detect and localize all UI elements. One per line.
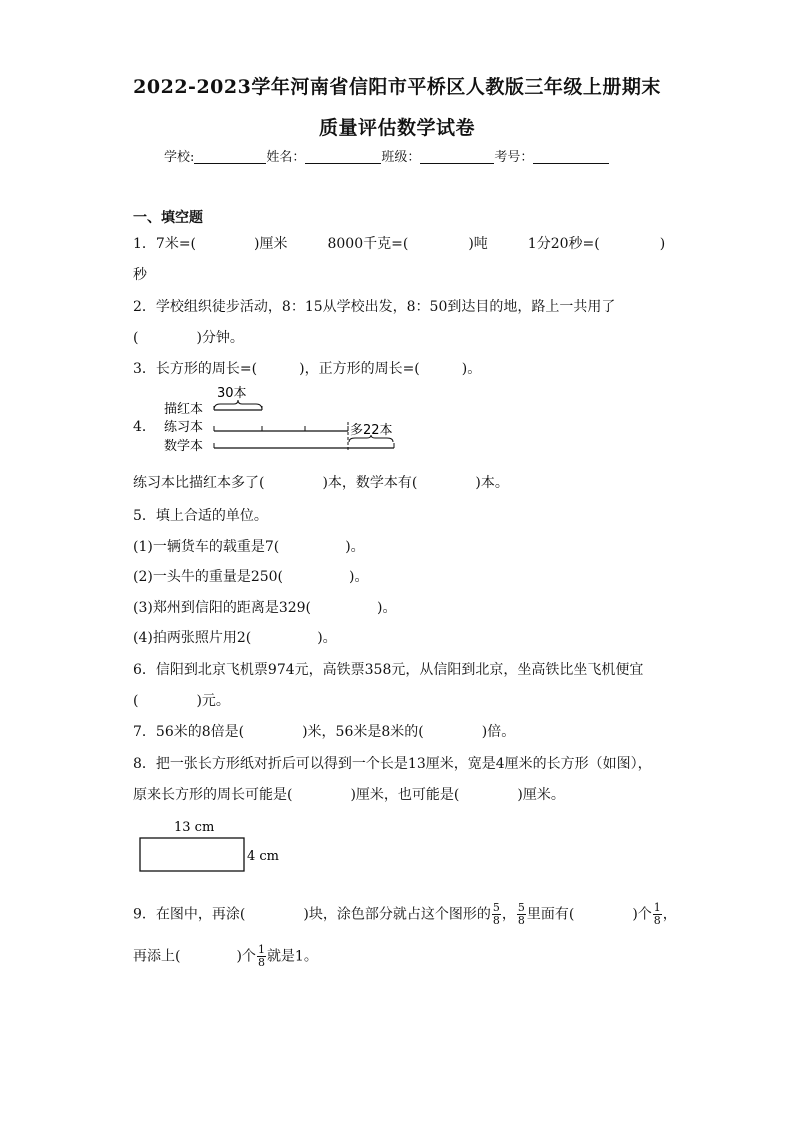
- q5-sub2-close: )。: [349, 569, 369, 585]
- q9-text-c: ，: [501, 906, 516, 923]
- q4-text-b: )本，数学本有(: [322, 475, 418, 491]
- q9-frac-den: 8: [492, 914, 500, 927]
- question-5-sub3: [133, 597, 396, 617]
- q1-text-d: )吨: [468, 236, 488, 252]
- q7-text-b: )米，56米是8米的(: [302, 724, 424, 740]
- q8-width-label: 4 cm: [247, 849, 280, 864]
- q4-label-row2: 练习本: [164, 420, 204, 435]
- student-info-line: [164, 146, 609, 165]
- question-6-line1: 6．信阳到北京飞机票974元，高铁票358元，从信阳到北京，坐高铁比坐飞机便宜: [133, 662, 644, 678]
- name-label: 姓名：: [266, 150, 306, 165]
- q4-more-label: 多22本: [350, 423, 393, 438]
- q8-text-c: )厘米。: [517, 787, 565, 803]
- q9-text-i: 就是1。: [266, 948, 318, 965]
- question-7: [133, 721, 515, 741]
- question-8-line1: 8．把一张长方形纸对折后可以得到一个长是13厘米，宽是4厘米的长方形（如图），: [133, 756, 652, 772]
- q2-open: (: [133, 330, 139, 346]
- question-3: [133, 358, 481, 378]
- q9-text-h: )个: [236, 948, 256, 965]
- q9-text-f: ，: [662, 906, 677, 923]
- q2-close: )分钟。: [196, 330, 244, 346]
- q4-segment-diagram: [160, 380, 420, 460]
- number-label: 考号：: [494, 150, 534, 165]
- q1-text-a: 1．7米=(: [133, 236, 197, 252]
- q8-rectangle: [140, 838, 244, 871]
- q5-sub4-close: )。: [317, 630, 337, 646]
- q5-sub3-close: )。: [377, 600, 397, 616]
- question-6-line2: [133, 690, 230, 710]
- question-9-line2: [133, 944, 318, 969]
- q9-fraction-five-eighths: [492, 902, 501, 927]
- q3-text-c: )。: [461, 361, 482, 377]
- q3-text-a: 3．长方形的周长=(: [133, 361, 258, 377]
- q4-label-row1: 描红本: [164, 402, 204, 417]
- q5-sub3-text: (3)郑州到信阳的距离是329(: [133, 600, 312, 616]
- q1-text-c: 8000千克=(: [327, 236, 409, 252]
- q9-text-d: 里面有(: [526, 906, 575, 923]
- question-5-sub4: [133, 627, 337, 647]
- q6-close: )元。: [196, 693, 230, 709]
- q5-sub2-text: (2)一头牛的重量是250(: [133, 569, 284, 585]
- q7-text-c: )倍。: [481, 724, 516, 740]
- q9-frac2-num: 5: [517, 901, 525, 914]
- q1-unit-wrap: 秒: [133, 267, 147, 283]
- q1-text-f: ): [659, 236, 666, 252]
- q9-frac2-den: 8: [517, 914, 525, 927]
- school-label: 学校:: [164, 150, 195, 165]
- question-5-sub1: [133, 536, 365, 556]
- school-blank[interactable]: [194, 149, 266, 164]
- question-2-line2: [133, 327, 244, 347]
- q4-text-c: )本。: [475, 475, 509, 491]
- q1-text-b: )厘米: [254, 236, 288, 252]
- question-2-line1: 2．学校组织徒步活动，8：15从学校出发，8：50到达目的地，路上一共用了: [133, 299, 616, 315]
- q5-sub1-close: )。: [345, 539, 365, 555]
- section-heading-fill-blank: 一、填空题: [133, 210, 203, 226]
- q8-rectangle-figure: [130, 815, 320, 877]
- q8-text-b: )厘米，也可能是(: [350, 787, 460, 803]
- question-4-number: 4．: [133, 419, 156, 435]
- q5-sub1-text: (1)一辆货车的载重是7(: [133, 539, 280, 555]
- name-blank[interactable]: [305, 149, 381, 164]
- q7-text-a: 7．56米的8倍是(: [133, 724, 245, 740]
- q9-fraction-five-eighths-2: [517, 902, 526, 927]
- q4-text-a: 练习本比描红本多了(: [133, 475, 265, 491]
- q9-frac4-num: 1: [257, 943, 265, 956]
- q9-text-g: 再添上(: [133, 948, 181, 965]
- q9-text-a: 9．在图中，再涂(: [133, 906, 246, 923]
- page-title-line2: 质量评估数学试卷: [318, 117, 475, 139]
- question-5-sub2: [133, 566, 368, 586]
- q9-frac3-den: 8: [653, 914, 661, 927]
- question-1: [133, 233, 665, 253]
- q1-text-e: 1分20秒=(: [527, 236, 600, 252]
- question-4-answer: [133, 472, 509, 492]
- q9-text-b: )块，涂色部分就占这个图形的: [303, 906, 491, 923]
- q9-frac3-num: 1: [653, 901, 661, 914]
- q4-label-row3: 数学本: [164, 439, 204, 454]
- q9-fraction-one-eighth-2: [257, 944, 266, 969]
- class-label: 班级：: [381, 150, 421, 165]
- question-5-head: 5．填上合适的单位。: [133, 508, 268, 524]
- question-8-line2: [133, 784, 565, 804]
- q9-frac-num: 5: [492, 901, 500, 914]
- number-blank[interactable]: [533, 149, 609, 164]
- class-blank[interactable]: [420, 149, 494, 164]
- question-9-line1: [133, 902, 677, 927]
- q4-top-brace: [214, 400, 262, 410]
- q9-frac4-den: 8: [257, 956, 265, 969]
- q8-text-a: 原来长方形的周长可能是(: [133, 787, 293, 803]
- q9-fraction-one-eighth: [653, 902, 662, 927]
- q6-open: (: [133, 693, 139, 709]
- q5-sub4-text: (4)拍两张照片用2(: [133, 630, 252, 646]
- page-title-line1: 2022-2023学年河南省信阳市平桥区人教版三年级上册期末: [133, 76, 661, 98]
- q8-length-label: 13 cm: [174, 820, 215, 835]
- q4-top-label: 30本: [217, 386, 247, 401]
- q3-text-b: )，正方形的周长=(: [299, 361, 420, 377]
- q9-text-e: )个: [632, 906, 652, 923]
